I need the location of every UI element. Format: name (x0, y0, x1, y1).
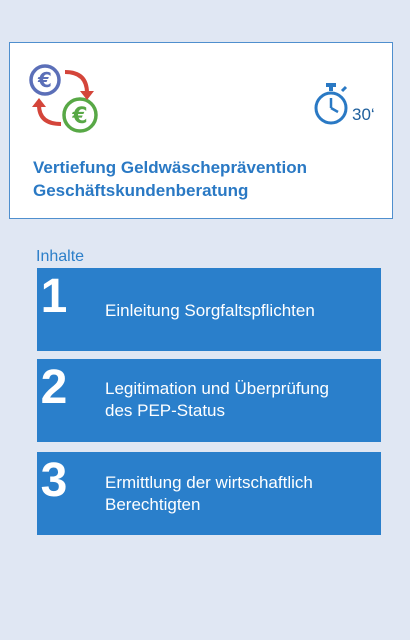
topic-label (105, 472, 313, 516)
duration-timer (312, 81, 384, 131)
euro-exchange-icon (27, 63, 103, 135)
topic-card-1[interactable] (37, 268, 381, 351)
topic-card-3[interactable] (37, 452, 381, 535)
topic-label-line-2: des PEP-Status (105, 401, 226, 420)
title-line-2: Geschäftskundenberatung (33, 181, 249, 200)
duration-label: 30‘ (352, 105, 375, 124)
topic-label (105, 300, 315, 322)
title-line-1: Vertiefung Geldwäscheprävention (33, 158, 307, 177)
topic-label-line-1: Ermittlung der wirtschaftlich (105, 473, 313, 492)
topic-label-line-1: Einleitung Sorgfaltspflichten (105, 301, 315, 320)
svg-text:€: € (72, 104, 88, 129)
header-card (9, 42, 393, 219)
topic-card-2[interactable] (37, 359, 381, 442)
page-title (33, 156, 383, 202)
topic-number: 1 (40, 270, 68, 323)
contents-heading: Inhalte (36, 248, 85, 265)
svg-text:€: € (38, 68, 52, 92)
topic-number: 3 (40, 454, 68, 507)
topic-label (105, 378, 329, 422)
stopwatch-icon (312, 81, 352, 127)
topic-label-line-2: Berechtigten (105, 495, 201, 514)
topic-label-line-1: Legitimation und Überprüfung (105, 379, 329, 398)
topic-number: 2 (40, 361, 68, 414)
